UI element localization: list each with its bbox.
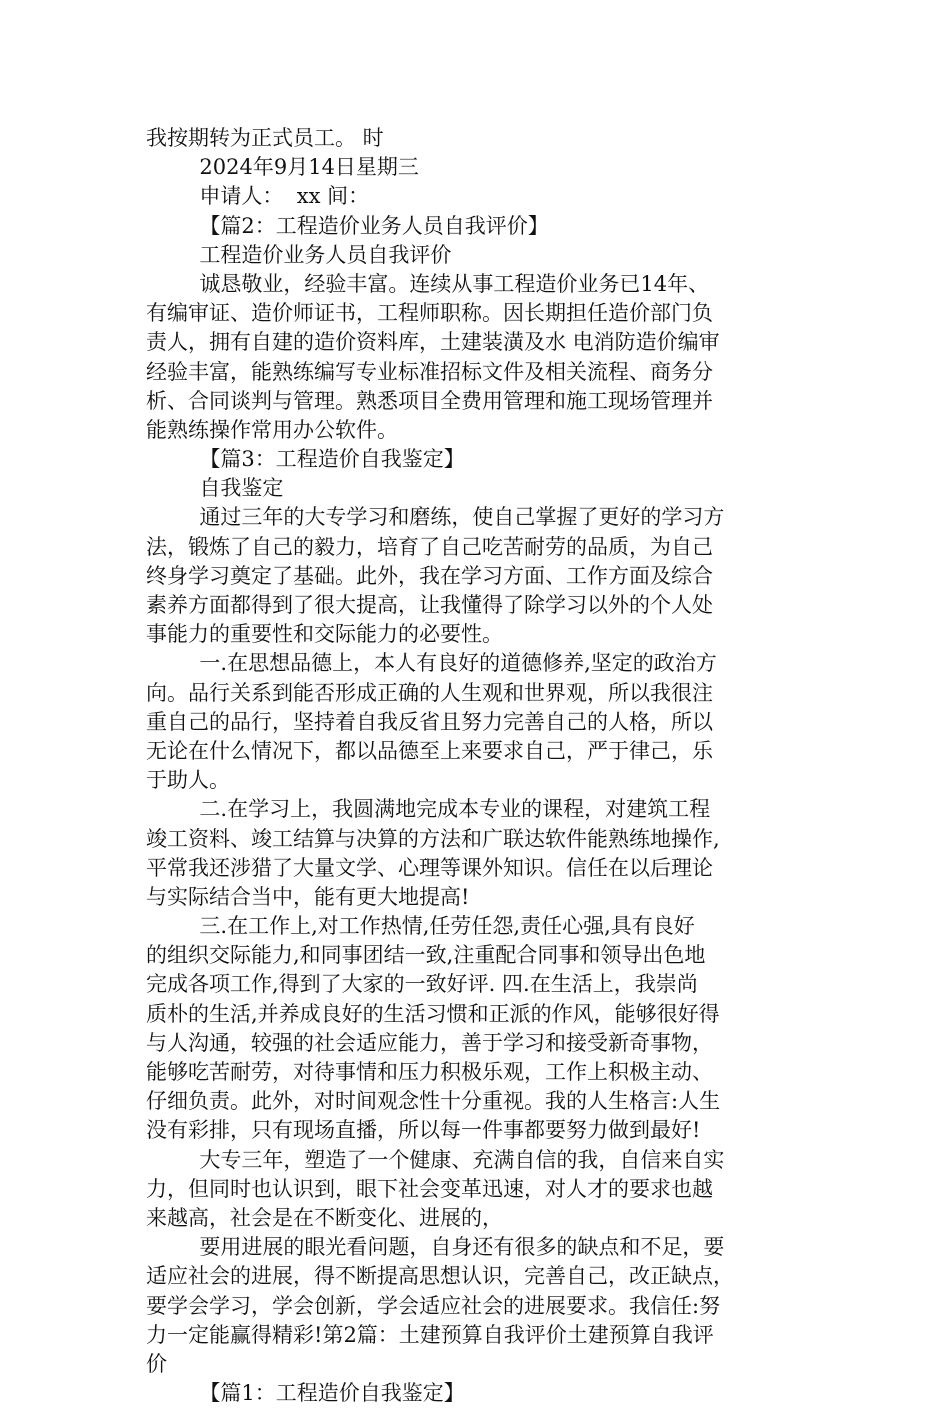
- text-line: 仔细负责。此外，对时间观念性十分重视。我的人生格言:人生: [146, 1089, 721, 1114]
- text-line: 经验丰富，能熟练编写专业标准招标文件及相关流程、商务分: [146, 359, 713, 384]
- text-line: 法，锻炼了自己的毅力，培育了自己吃苦耐劳的品质，为自己: [146, 534, 713, 559]
- section-heading: 【篇1：工程造价自我鉴定】: [146, 1381, 465, 1406]
- text-line: 来越高，社会是在不断变化、进展的，: [146, 1205, 503, 1230]
- section-title: 工程造价业务人员自我评价: [146, 242, 452, 267]
- applicant-line: 申请人： xx 间：: [146, 184, 370, 209]
- text-line: 价: [146, 1351, 167, 1376]
- text-line: 竣工资料、竣工结算与决算的方法和广联达软件能熟练地操作,: [146, 826, 720, 851]
- text-line: 重自己的品行，坚持着自我反省且努力完善自己的人格，所以: [146, 709, 713, 734]
- text-line: 我按期转为正式员工。 时: [146, 126, 384, 150]
- text-line: 于助人。: [146, 768, 230, 793]
- text-line: 适应社会的进展，得不断提高思想认识，完善自己，改正缺点，: [146, 1264, 734, 1289]
- text-line: 析、合同谈判与管理。熟悉项目全费用管理和施工现场管理并: [146, 388, 713, 413]
- text-line: 质朴的生活,并养成良好的生活习惯和正派的作风，能够很好得: [146, 1001, 720, 1026]
- text-line: 与人沟通，较强的社会适应能力，善于学习和接受新奇事物，: [146, 1030, 713, 1055]
- text-line: 与实际结合当中，能有更大地提高!: [146, 884, 470, 909]
- section-heading: 【篇3：工程造价自我鉴定】: [146, 447, 465, 472]
- text-line: 能熟练操作常用办公软件。: [146, 417, 398, 442]
- text-line: 要学会学习，学会创新，学会适应社会的进展要求。我信任:努: [146, 1293, 721, 1318]
- text-line: 要用进展的眼光看问题，自身还有很多的缺点和不足，要: [146, 1235, 725, 1260]
- section-title: 自我鉴定: [146, 476, 284, 501]
- text-line: 责人，拥有自建的造价资料库，土建装潢及水 电消防造价编审: [146, 330, 720, 355]
- text-line: 三.在工作上,对工作热情,任劳任怨,责任心强,具有良好: [146, 914, 695, 939]
- text-line: 二.在学习上，我圆满地完成本专业的课程，对建筑工程: [146, 797, 711, 822]
- text-line: 大专三年，塑造了一个健康、充满自信的我，自信来自实: [146, 1147, 725, 1172]
- text-line: 素养方面都得到了很大提高，让我懂得了除学习以外的个人处: [146, 593, 713, 617]
- text-line: 一.在思想品德上，本人有良好的道德修养,坚定的政治方: [146, 651, 717, 676]
- text-line: 无论在什么情况下，都以品德至上来要求自己，严于律己，乐: [146, 738, 713, 763]
- text-line: 终身学习奠定了基础。此外，我在学习方面、工作方面及综合: [146, 563, 713, 588]
- text-line: 完成各项工作,得到了大家的一致好评. 四.在生活上，我崇尚: [146, 972, 698, 997]
- text-line: 能够吃苦耐劳，对待事情和压力积极乐观，工作上积极主动、: [146, 1060, 713, 1084]
- text-line: 力，但同时也认识到，眼下社会变革迅速，对人才的要求也越: [146, 1176, 713, 1201]
- text-line: 平常我还涉猎了大量文学、心理等课外知识。信任在以后理论: [146, 855, 713, 880]
- document-body: [146, 124, 814, 1408]
- text-line: 力一定能赢得精彩!第2篇：土建预算自我评价土建预算自我评: [146, 1322, 714, 1347]
- section-heading: 【篇2：工程造价业务人员自我评价】: [146, 213, 549, 238]
- text-line: 诚恳敬业，经验丰富。连续从事工程造价业务已14年、: [146, 271, 710, 296]
- date-line: 2024年9月14日星期三: [146, 155, 419, 180]
- text-line: 事能力的重要性和交际能力的必要性。: [146, 622, 503, 647]
- text-line: 通过三年的大专学习和磨练，使自己掌握了更好的学习方: [146, 505, 725, 530]
- text-line: 向。品行关系到能否形成正确的人生观和世界观，所以我很注: [146, 680, 713, 705]
- text-line: 有编审证、造价师证书，工程师职称。因长期担任造价部门负: [146, 301, 713, 326]
- text-line: 没有彩排，只有现场直播，所以每一件事都要努力做到最好!: [146, 1118, 701, 1143]
- text-line: 的组织交际能力,和同事团结一致,注重配合同事和领导出色地: [146, 943, 706, 968]
